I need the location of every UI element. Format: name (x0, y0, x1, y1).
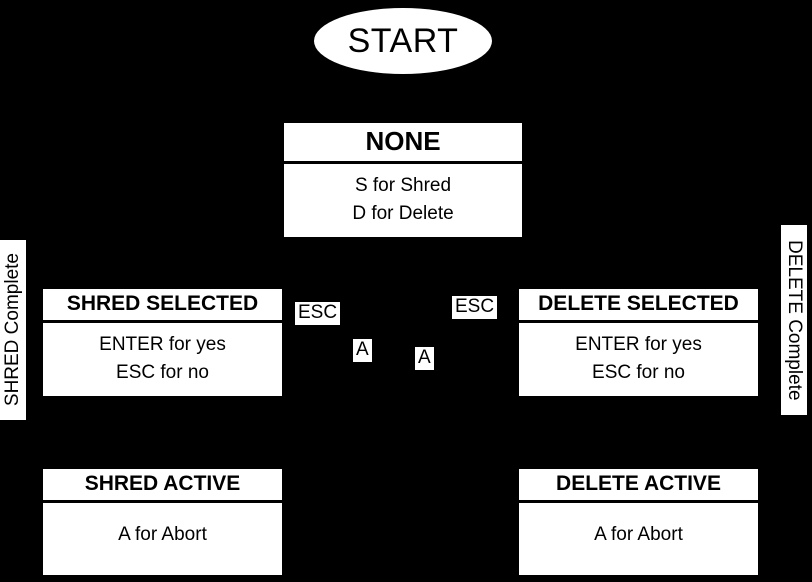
state-body-line: ESC for no (116, 361, 209, 383)
side-label-delete-complete-text: DELETE Complete (783, 239, 805, 401)
state-body-delete-active (519, 503, 758, 575)
state-body-delete-selected (519, 323, 758, 396)
edge-label-abort-right: A (415, 347, 434, 370)
edge-label-abort-left: A (353, 339, 372, 362)
state-title-shred-selected: SHRED SELECTED (43, 289, 282, 323)
state-title-delete-active: DELETE ACTIVE (519, 469, 758, 503)
state-body-line: S for Shred (354, 175, 452, 196)
state-node-delete-selected (519, 289, 758, 396)
side-label-shred-complete (0, 240, 26, 420)
edge-label-esc-left: ESC (295, 302, 340, 325)
side-label-shred-complete-text: SHRED Complete (2, 253, 24, 407)
edge-label-esc-right: ESC (452, 296, 497, 319)
state-node-delete-active (519, 469, 758, 575)
state-title-delete-selected: DELETE SELECTED (519, 289, 758, 323)
state-body-line: ENTER for yes (575, 334, 702, 355)
state-body-line: A for Abort (594, 524, 683, 545)
start-node-label: START (347, 21, 459, 60)
start-node (314, 8, 492, 74)
state-body-line: ESC for no (592, 361, 685, 383)
state-body-none (284, 164, 522, 237)
state-node-shred-active (43, 469, 282, 575)
state-body-line: D for Delete (352, 202, 454, 224)
state-node-shred-selected (43, 289, 282, 396)
state-node-none (284, 123, 522, 237)
state-title-shred-active: SHRED ACTIVE (43, 469, 282, 503)
side-label-delete-complete (781, 225, 807, 415)
state-body-line: A for Abort (118, 524, 207, 545)
state-title-none: NONE (284, 123, 522, 164)
state-body-shred-active (43, 503, 282, 575)
state-body-shred-selected (43, 323, 282, 396)
state-body-line: ENTER for yes (99, 334, 226, 355)
